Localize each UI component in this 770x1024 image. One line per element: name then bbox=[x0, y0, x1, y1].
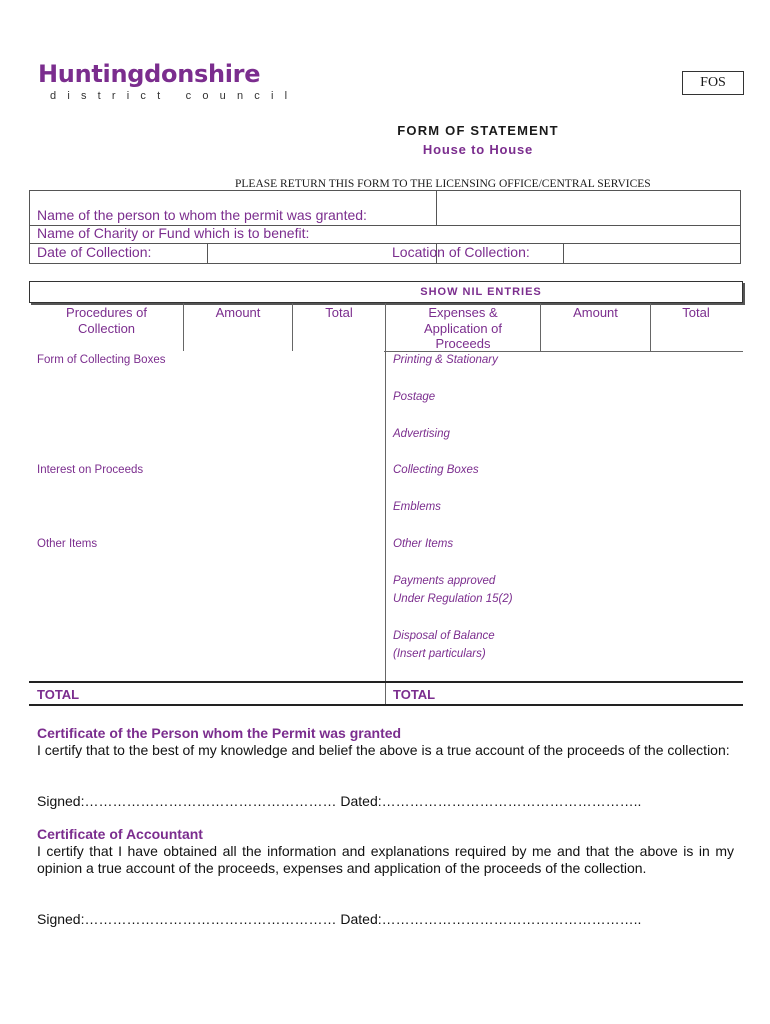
list-item: Advertising bbox=[393, 428, 450, 440]
permit-holder-signature-line: Signed:……………………………………………… Dated:……………………………………………….. bbox=[37, 793, 642, 809]
council-logo-subtitle: district council bbox=[50, 90, 299, 102]
header-amount-left: Amount bbox=[215, 305, 261, 320]
list-item: Other Items bbox=[393, 538, 454, 550]
accountant-certificate-heading: Certificate of Accountant bbox=[37, 826, 203, 842]
permit-holder-certificate-heading: Certificate of the Person whom the Permit was granted bbox=[37, 725, 402, 741]
list-item: Form of Collecting Boxes bbox=[37, 354, 166, 366]
header-procedures: Procedures of Collection bbox=[66, 305, 147, 336]
collection-location-label: Location of Collection: bbox=[392, 244, 530, 260]
accountant-signature-line: Signed:……………………………………………… Dated:……………………………………………….. bbox=[37, 911, 642, 927]
collection-details-table bbox=[29, 190, 741, 264]
header-amount-right: Amount bbox=[573, 305, 618, 320]
form-code-box: FOS bbox=[682, 71, 744, 95]
total-left-label: TOTAL bbox=[37, 687, 80, 702]
list-item: Interest on Proceeds bbox=[37, 464, 144, 476]
list-item: Other Items bbox=[37, 538, 98, 550]
list-item: Collecting Boxes bbox=[393, 464, 479, 476]
total-right-label: TOTAL bbox=[393, 687, 436, 702]
list-item: Emblems bbox=[393, 501, 441, 513]
list-item: Disposal of Balance bbox=[393, 630, 495, 642]
permit-holder-certificate-text: I certify that to the best of my knowledge and belief the above is a true account of the proceeds of the collection: bbox=[37, 742, 730, 758]
permit-holder-label: Name of the person to whom the permit was granted: bbox=[37, 207, 367, 223]
council-logo-name: Huntingdonshire bbox=[38, 60, 261, 88]
header-expenses: Expenses & Application of Proceeds bbox=[423, 305, 503, 351]
header-total-left: Total bbox=[325, 305, 353, 320]
list-item: Printing & Stationary bbox=[393, 354, 498, 366]
collection-date-label: Date of Collection: bbox=[37, 244, 152, 260]
form-subtitle: House to House bbox=[422, 142, 534, 157]
list-item: Under Regulation 15(2) bbox=[393, 593, 513, 605]
list-item: (Insert particulars) bbox=[393, 648, 486, 660]
accountant-certificate-text: I certify that I have obtained all the information and explanations required by me and that the above is in my opinion a true account of the proceeds, expenses and application of the proceeds of the collection. bbox=[37, 843, 734, 876]
return-instruction: PLEASE RETURN THIS FORM TO THE LICENSING OFFICE/CENTRAL SERVICES bbox=[235, 178, 651, 190]
show-nil-entries-note: SHOW NIL ENTRIES bbox=[29, 281, 743, 303]
form-title: FORM OF STATEMENT bbox=[397, 123, 559, 138]
header-total-right: Total bbox=[682, 305, 710, 320]
charity-label: Name of Charity or Fund which is to benefit: bbox=[37, 225, 310, 241]
list-item: Postage bbox=[393, 391, 436, 403]
list-item: Payments approved bbox=[393, 575, 496, 587]
